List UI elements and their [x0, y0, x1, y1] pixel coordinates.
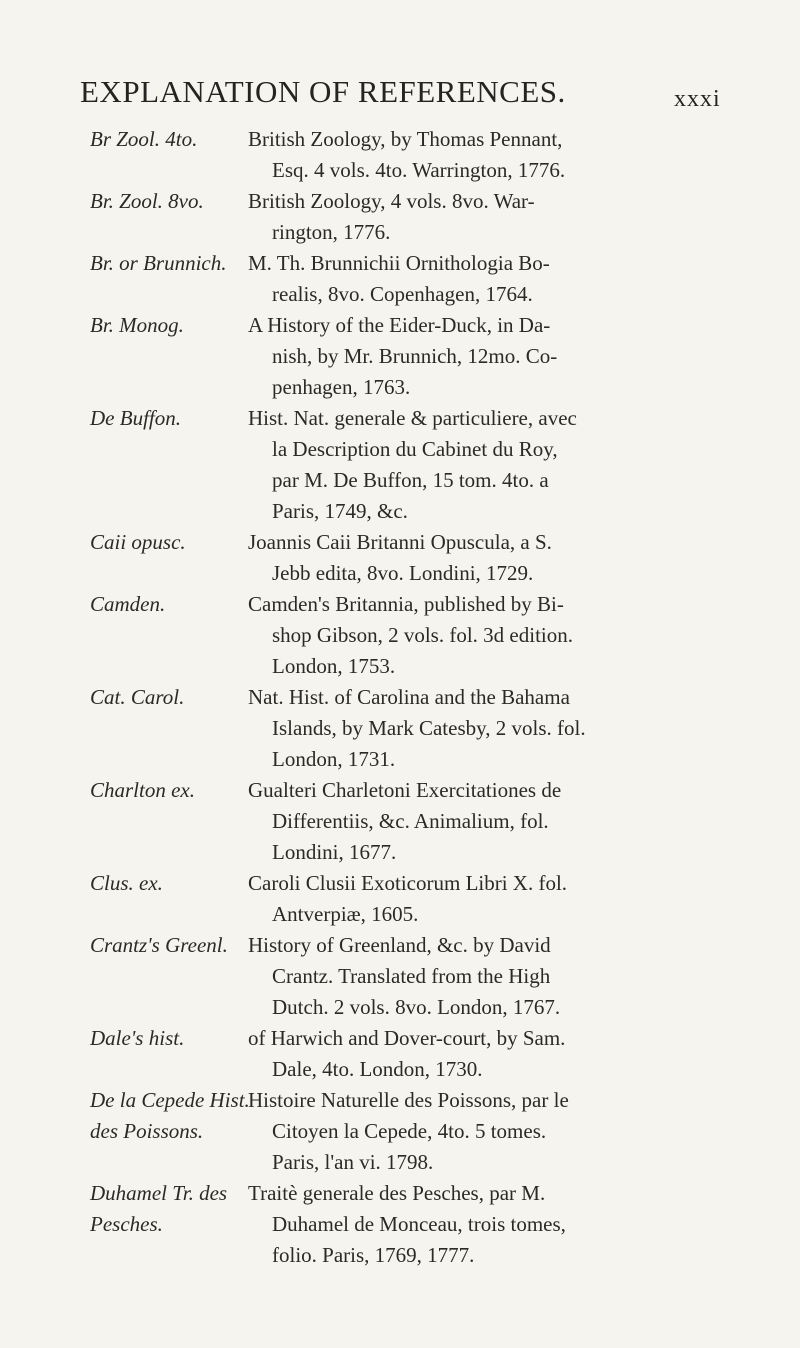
reference-line: Citoyen la Cepede, 4to. 5 tomes.	[272, 1119, 547, 1143]
reference-description	[248, 1023, 728, 1085]
reference-line: la Description du Cabinet du Roy,	[272, 437, 558, 461]
reference-abbreviation: Camden.	[90, 592, 166, 616]
reference-line: shop Gibson, 2 vols. fol. 3d edition.	[272, 623, 574, 647]
reference-line: Nat. Hist. of Carolina and the Bahama	[248, 685, 570, 709]
reference-abbreviation: Cat. Carol.	[90, 685, 185, 709]
reference-line: London, 1753.	[272, 654, 396, 678]
reference-description	[248, 124, 728, 186]
reference-line: penhagen, 1763.	[272, 375, 411, 399]
reference-line: History of Greenland, &c. by David	[248, 933, 551, 957]
reference-abbreviation: Br Zool. 4to.	[90, 127, 198, 151]
reference-entry	[0, 124, 800, 186]
reference-line: Islands, by Mark Catesby, 2 vols. fol.	[272, 716, 586, 740]
reference-entry	[0, 589, 800, 682]
reference-line: Caroli Clusii Exoticorum Libri X. fol.	[248, 871, 568, 895]
reference-line: nish, by Mr. Brunnich, 12mo. Co-	[272, 344, 558, 368]
reference-line: Differentiis, &c. Animalium, fol.	[272, 809, 549, 833]
reference-description	[248, 248, 728, 310]
reference-abbreviation: Crantz's Greenl.	[90, 933, 228, 957]
reference-entry	[0, 1023, 800, 1085]
reference-line: of Harwich and Dover-court, by Sam.	[248, 1026, 566, 1050]
reference-description	[248, 527, 728, 589]
reference-description	[248, 403, 728, 527]
reference-entry	[0, 775, 800, 868]
reference-line: Gualteri Charletoni Exercitationes de	[248, 778, 562, 802]
reference-entry	[0, 868, 800, 930]
reference-abbreviation: Br. or Brunnich.	[90, 251, 227, 275]
reference-line: Paris, l'an vi. 1798.	[272, 1150, 434, 1174]
reference-description	[248, 868, 728, 930]
reference-entry	[0, 248, 800, 310]
reference-description	[248, 1085, 728, 1178]
reference-abbreviation: Clus. ex.	[90, 871, 163, 895]
reference-line: Duhamel de Monceau, trois tomes,	[272, 1212, 566, 1236]
reference-line: Jebb edita, 8vo. Londini, 1729.	[272, 561, 534, 585]
reference-entry	[0, 186, 800, 248]
reference-entry	[0, 527, 800, 589]
reference-description	[248, 310, 728, 403]
running-header	[0, 68, 800, 118]
reference-line: realis, 8vo. Copenhagen, 1764.	[272, 282, 533, 306]
reference-line: Antverpiæ, 1605.	[272, 902, 419, 926]
reference-line: Hist. Nat. generale & particuliere, avec	[248, 406, 577, 430]
reference-description	[248, 186, 728, 248]
reference-description	[248, 682, 728, 775]
reference-abbreviation: Br. Zool. 8vo.	[90, 189, 204, 213]
reference-description	[248, 930, 728, 1023]
reference-description	[248, 775, 728, 868]
reference-entry	[0, 682, 800, 775]
reference-entry	[0, 403, 800, 527]
page-title: EXPLANATION OF REFERENCES.	[80, 74, 566, 109]
reference-abbreviation: Charlton ex.	[90, 778, 195, 802]
reference-entry	[0, 1085, 800, 1178]
reference-line: M. Th. Brunnichii Ornithologia Bo-	[248, 251, 550, 275]
reference-abbreviation: De Buffon.	[90, 406, 181, 430]
reference-line: par M. De Buffon, 15 tom. 4to. a	[272, 468, 549, 492]
page-number: xxxi	[674, 86, 721, 112]
reference-abbreviation: Dale's hist.	[90, 1026, 185, 1050]
reference-line: Esq. 4 vols. 4to. Warrington, 1776.	[272, 158, 566, 182]
reference-line: folio. Paris, 1769, 1777.	[272, 1243, 475, 1267]
reference-line: Traitè generale des Pesches, par M.	[248, 1181, 546, 1205]
reference-line: rington, 1776.	[272, 220, 391, 244]
reference-line: Camden's Britannia, published by Bi-	[248, 592, 564, 616]
reference-abbreviation: Br. Monog.	[90, 313, 184, 337]
reference-description	[248, 1178, 728, 1271]
references-list	[0, 124, 800, 1271]
reference-entry	[0, 310, 800, 403]
reference-line: Paris, 1749, &c.	[272, 499, 408, 523]
reference-line: British Zoology, 4 vols. 8vo. War-	[248, 189, 535, 213]
reference-line: Londini, 1677.	[272, 840, 397, 864]
reference-abbreviation: De la Cepede Hist. des Poissons.	[90, 1088, 250, 1143]
reference-line: Joannis Caii Britanni Opuscula, a S.	[248, 530, 552, 554]
reference-line: Crantz. Translated from the High	[272, 964, 551, 988]
reference-line: Dale, 4to. London, 1730.	[272, 1057, 483, 1081]
reference-line: A History of the Eider-Duck, in Da-	[248, 313, 551, 337]
reference-entry	[0, 1178, 800, 1271]
reference-line: London, 1731.	[272, 747, 396, 771]
reference-line: British Zoology, by Thomas Pennant,	[248, 127, 563, 151]
reference-entry	[0, 930, 800, 1023]
reference-line: Histoire Naturelle des Poissons, par le	[248, 1088, 569, 1112]
reference-abbreviation: Caii opusc.	[90, 530, 186, 554]
reference-line: Dutch. 2 vols. 8vo. London, 1767.	[272, 995, 561, 1019]
reference-description	[248, 589, 728, 682]
reference-abbreviation: Duhamel Tr. des Pesches.	[90, 1181, 228, 1236]
